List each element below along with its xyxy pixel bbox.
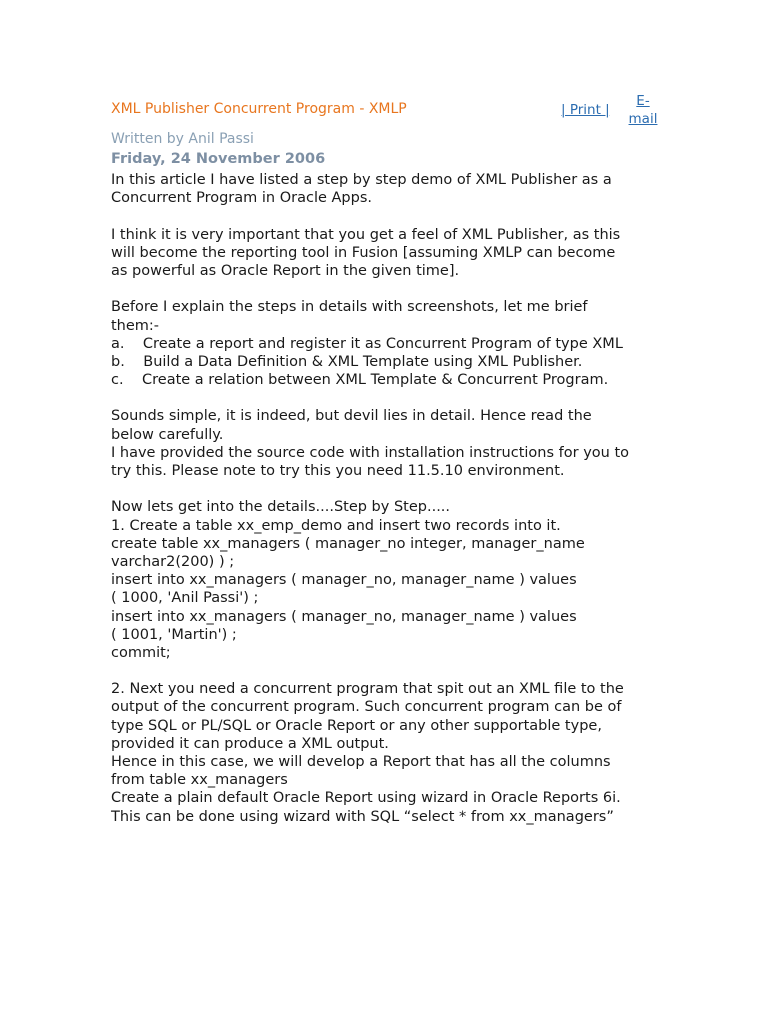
paragraph-gap <box>111 389 671 407</box>
body-line: I think it is very important that you get a feel of XML Publisher, as this <box>111 226 621 243</box>
body-line: insert into xx_managers ( manager_no, manager_name ) values <box>111 572 577 589</box>
body-line: type SQL or PL/SQL or Oracle Report or any other supportable type, <box>111 717 602 734</box>
body-line: Create a plain default Oracle Report using wizard in Oracle Reports 6i. <box>111 790 621 807</box>
body-line: c. Create a relation between XML Template & Concurrent Program. <box>111 372 609 389</box>
body-line: ( 1000, 'Anil Passi') ; <box>111 590 259 607</box>
body-line: Concurrent Program in Oracle Apps. <box>111 190 372 207</box>
paragraph-gap <box>111 207 671 225</box>
body-line: output of the concurrent program. Such concurrent program can be of <box>111 699 622 716</box>
body-line: 2. Next you need a concurrent program that spit out an XML file to the <box>111 681 624 698</box>
body-line: ( 1001, 'Martin') ; <box>111 626 237 643</box>
paragraph-gap <box>111 480 671 498</box>
author-byline: Written by Anil Passi <box>111 131 254 147</box>
body-line: In this article I have listed a step by step demo of XML Publisher as a <box>111 172 612 188</box>
article-header <box>111 92 671 132</box>
body-line: as powerful as Oracle Report in the given time]. <box>111 262 460 279</box>
body-line: provided it can produce a XML output. <box>111 735 389 752</box>
paragraph-gap <box>111 662 671 680</box>
article-body <box>111 171 671 826</box>
publish-date: Friday, 24 November 2006 <box>111 151 326 167</box>
body-line: Hence in this case, we will develop a Report that has all the columns <box>111 754 611 770</box>
body-line: Before I explain the steps in details with screenshots, let me brief <box>111 299 588 316</box>
body-line: insert into xx_managers ( manager_no, manager_name ) values <box>111 608 577 625</box>
print-link[interactable]: | Print | <box>561 102 610 118</box>
body-line: from table xx_managers <box>111 772 288 789</box>
email-link-line-2: mail <box>628 111 658 127</box>
body-line: create table xx_managers ( manager_no integer, manager_name <box>111 535 585 552</box>
body-line: try this. Please note to try this you need 11.5.10 environment. <box>111 463 565 479</box>
body-line: commit; <box>111 644 171 661</box>
body-line: I have provided the source code with installation instructions for you to <box>111 444 629 461</box>
body-line: below carefully. <box>111 426 224 443</box>
email-link-line-1: E- <box>636 93 650 109</box>
email-link[interactable] <box>623 92 663 128</box>
body-line: Sounds simple, it is indeed, but devil lies in detail. Hence read the <box>111 408 592 425</box>
body-line: will become the reporting tool in Fusion [assuming XMLP can become <box>111 244 616 261</box>
article-title: XML Publisher Concurrent Program - XMLP <box>111 101 407 117</box>
body-line: b. Build a Data Definition & XML Template using XML Publisher. <box>111 353 583 370</box>
body-line: This can be done using wizard with SQL “select * from xx_managers” <box>111 808 614 825</box>
paragraph-gap <box>111 280 671 298</box>
body-line: them:- <box>111 317 160 334</box>
body-line: Now lets get into the details....Step by Step..... <box>111 499 451 516</box>
body-line: varchar2(200) ) ; <box>111 553 235 570</box>
body-line: 1. Create a table xx_emp_demo and insert two records into it. <box>111 517 561 534</box>
body-line: a. Create a report and register it as Concurrent Program of type XML <box>111 335 623 352</box>
